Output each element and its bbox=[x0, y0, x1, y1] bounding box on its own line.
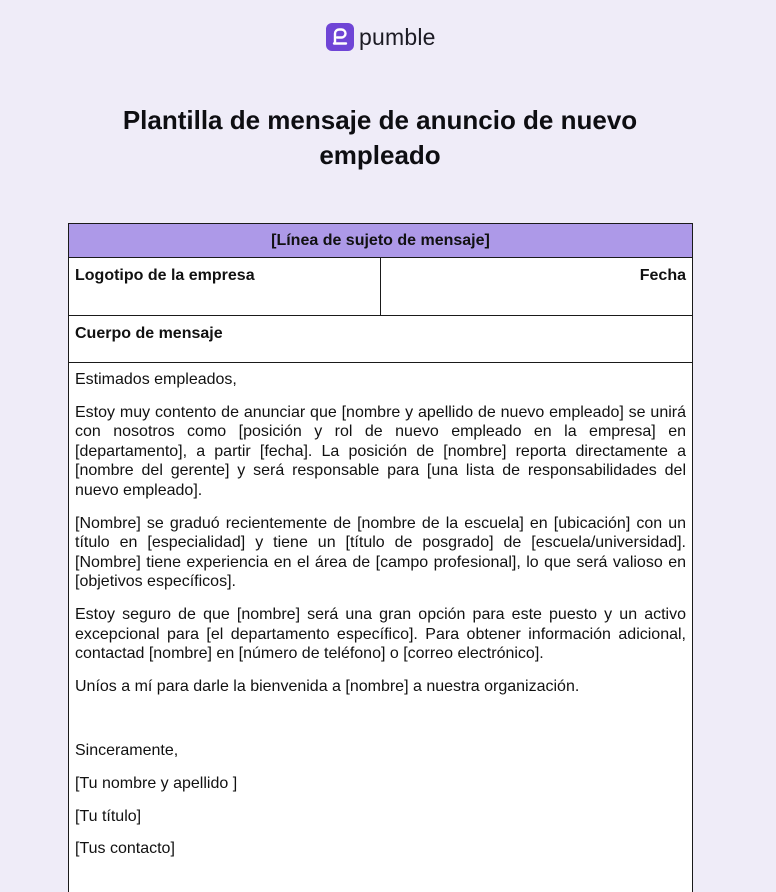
company-logo-cell: Logotipo de la empresa bbox=[69, 258, 381, 315]
message-template-table bbox=[68, 223, 693, 892]
pumble-logo-icon bbox=[326, 23, 354, 51]
message-body bbox=[69, 363, 692, 892]
subject-line-header: [Línea de sujeto de mensaje] bbox=[69, 224, 692, 258]
body-paragraph: Estoy muy contento de anunciar que [nombre y apellido de nuevo empleado] se unirá con nosotros como [posición y rol de nuevo empleado en la empresa] en [departamento], a partir [fecha]. La posición de [nombre] reporta directamente a [nombre del gerente] y será responsable para [una lista de responsabilidades del nuevo empleado]. bbox=[75, 403, 686, 499]
meta-row bbox=[69, 258, 692, 316]
closing: Sinceramente, bbox=[75, 742, 179, 760]
greeting: Estimados empleados, bbox=[75, 371, 237, 388]
body-paragraph: [Nombre] se graduó recientemente de [nombre de la escuela] en [ubicación] con un título en [especialidad] y tiene un [título de posgrado] de [escuela/universidad]. [Nombre] tiene experiencia en el área de [campo profesional], lo que será valioso en [objetivos específicos]. bbox=[75, 514, 686, 591]
signature-name: [Tu nombre y apellido ] bbox=[75, 774, 238, 792]
body-paragraph: Estoy seguro de que [nombre] será una gran opción para este puesto y un activo excepcional para [el departamento específico]. Para obtener información adicional, contactad [nombre] en [número de teléfono] o [correo electrónico]. bbox=[75, 605, 686, 663]
page-title: Plantilla de mensaje de anuncio de nuevo empleado bbox=[122, 105, 638, 170]
date-cell: Fecha bbox=[639, 267, 686, 284]
message-body-label: Cuerpo de mensaje bbox=[69, 316, 692, 363]
signature-title: [Tu título] bbox=[75, 807, 142, 825]
body-paragraph: Uníos a mí para darle la bienvenida a [nombre] a nuestra organización. bbox=[75, 677, 580, 695]
brand-logo bbox=[326, 22, 436, 51]
brand-name: pumble bbox=[359, 23, 436, 50]
signature-contact: [Tus contacto] bbox=[75, 840, 175, 858]
spacer bbox=[75, 709, 686, 741]
